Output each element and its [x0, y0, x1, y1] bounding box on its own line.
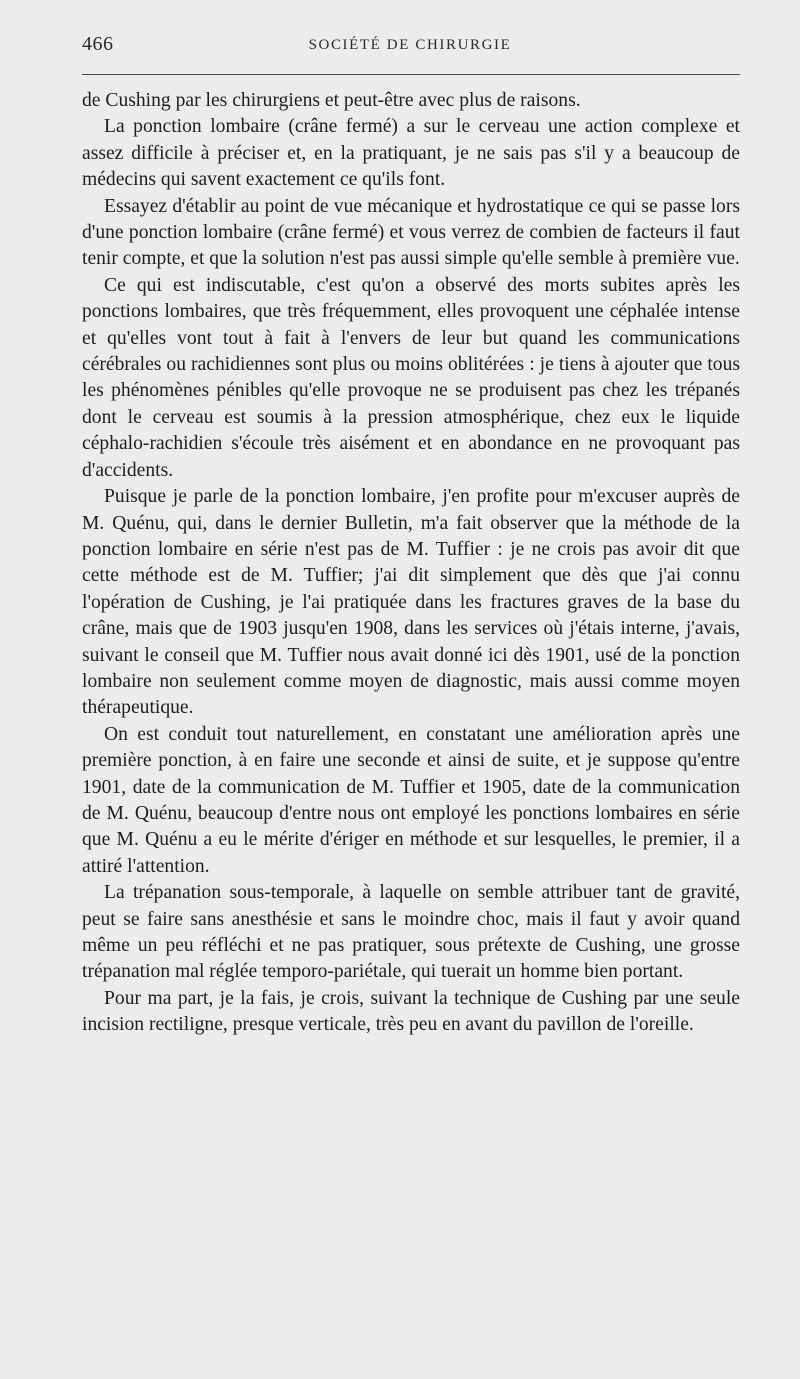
- paragraph: Pour ma part, je la fais, je crois, suivant la technique de Cushing par une seule incision rectiligne, presque verticale, très peu en avant du pavillon de l'oreille.: [82, 987, 740, 1036]
- header-rule: [82, 74, 740, 75]
- paragraph: La trépanation sous-temporale, à laquelle on semble attribuer tant de gravité, peut se faire sans anesthésie et sans le moindre choc, mais il faut y avoir quand même un peu réfléchi et ne pas pratiquer, sous prétexte de Cushing, une grosse trépanation mal réglée temporo-pariétale, qui tuerait un homme bien portant.: [82, 882, 740, 983]
- running-title: SOCIÉTÉ DE CHIRURGIE: [308, 37, 512, 53]
- paragraph: Ce qui est indiscutable, c'est qu'on a observé des morts subites après les ponctions lombaires, que très fréquemment, elles provoquent une céphalée intense et qu'elles vont tout à fait à l'envers de leur but quand les communications cérébrales ou rachidiennes sont plus ou moins oblitérées : je tiens à ajouter que tous les phénomènes pénibles qu'elle provoque ne se produisent pas chez les trépanés dont le cerveau est soumis à la pression atmosphérique, chez eux le liquide céphalo-rachidien s'écoule très aisément et en abondance en ne provoquant pas d'accidents.: [82, 274, 740, 481]
- paragraph-continuation: de Cushing par les chirurgiens et peut-être avec plus de raisons.: [82, 90, 581, 111]
- paragraph: On est conduit tout naturellement, en constatant une amélioration après une première ponction, à en faire une seconde et ainsi de suite, et je suppose qu'entre 1901, date de la communication de M. Tuffier et 1905, date de la communication de M. Quénu, beaucoup d'entre nous ont employé les ponctions lombaires en série que M. Quénu a eu le mérite d'ériger en méthode et sur lesquelles, le premier, il a attiré l'attention.: [82, 723, 740, 877]
- paragraph: Puisque je parle de la ponction lombaire, j'en profite pour m'excuser auprès de M. Quénu, qui, dans le dernier Bulletin, m'a fait observer que la méthode de la ponction lombaire en série n'est pas de M. Tuffier : je ne crois pas avoir dit que cette méthode est de M. Tuffier; j'ai dit simplement que dès que j'ai connu l'opération de Cushing, je l'ai pratiquée dans les fractures graves de la base du crâne, mais que de 1903 jusqu'en 1908, dans les services où j'étais interne, j'avais, suivant le conseil que M. Tuffier nous avait donné ici dès 1901, usé de la ponction lombaire non seulement comme moyen de diagnostic, mais aussi comme moyen thérapeutique.: [82, 486, 740, 719]
- body-text: [82, 88, 740, 1039]
- paragraph: La ponction lombaire (crâne fermé) a sur le cerveau une action complexe et assez difficile à préciser et, en la pratiquant, je ne sais pas s'il y a beaucoup de médecins qui savent exactement ce qu'ils font.: [82, 116, 740, 191]
- paragraph: Essayez d'établir au point de vue mécanique et hydrostatique ce qui se passe lors d'une ponction lombaire (crâne fermé) et vous verrez de combien de facteurs il faut tenir compte, et que la solution n'est pas aussi simple qu'elle semble à première vue.: [82, 195, 740, 270]
- page-number: 466: [82, 33, 114, 55]
- page-header: [80, 33, 740, 63]
